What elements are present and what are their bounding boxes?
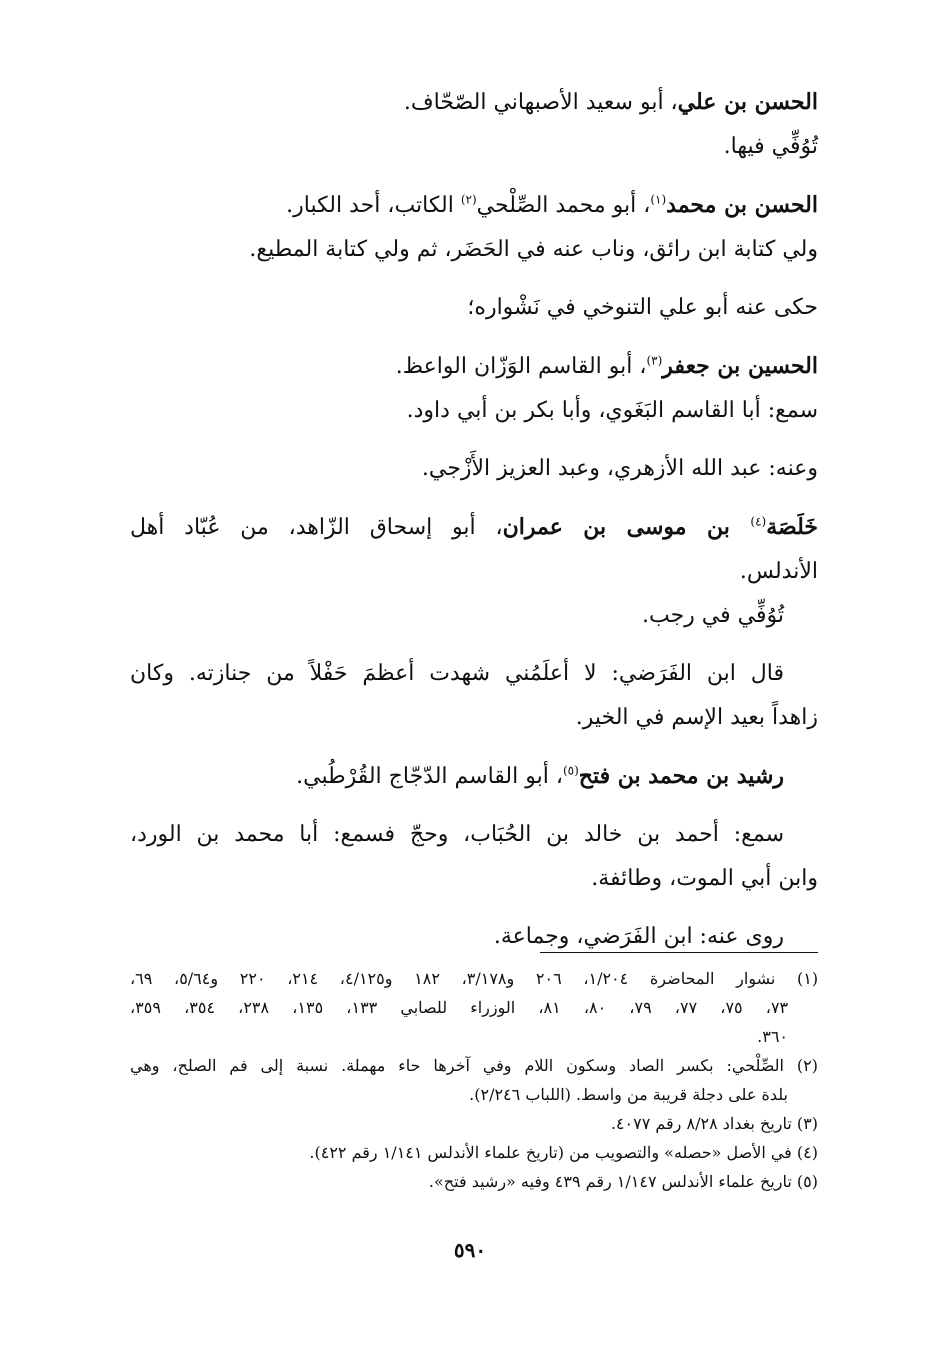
entry-description: ، أبو سعيد الأصبهاني الصّحّاف. [403, 90, 678, 115]
entry-rashid-heading [130, 754, 818, 799]
footnote-marker-5: (٥) [562, 763, 579, 778]
entry-text-line: وابن أبي الموت، وطائفة. [591, 866, 818, 891]
entry-hasan-ibn-ali-heading [130, 80, 818, 125]
main-text [130, 80, 818, 959]
footnote-marker-4: (٤) [750, 514, 767, 529]
entry-hasan-ibn-muhammad-heading [130, 183, 818, 228]
entry-name: الحسن بن محمد [666, 192, 818, 218]
entry-name: الحسين بن جعفر [662, 353, 818, 379]
entry-text-line: تُوُفِّي في رجب. [641, 603, 784, 628]
entry-name: رشيد بن محمد بن فتح [578, 763, 784, 789]
entry-text-line: سمع: أحمد بن خالد بن الحُبَاب، وحجّ فسمع: أبا محمد بن الورد، [130, 822, 784, 847]
footnote-1-continued: ٣٦٠. [757, 1027, 788, 1046]
entry-text-line: ولي كتابة ابن رائق، وناب عنه في الحَضَر، ثم ولي كتابة المطيع. [249, 237, 818, 262]
footnote-marker-1: (١) [650, 192, 667, 207]
footnote-5: (٥) تاريخ علماء الأندلس ١/١٤٧ رقم ٤٣٩ وفيه «رشيد فتح». [428, 1172, 818, 1191]
footnote-marker-3: (٣) [646, 353, 663, 368]
entry-text-line: قال ابن الفَرَضي: لا أعلَمُني شهدت أعظمَ حَفْلاً من جنازته. وكان [130, 661, 784, 686]
entry-husayn-ibn-jafar-heading [130, 344, 818, 389]
page-number: ٥٩٠ [453, 1238, 487, 1262]
footnote-3: (٣) تاريخ بغداد ٨/٢٨ رقم ٤٠٧٧. [610, 1114, 818, 1133]
entry-khalasa-heading [130, 505, 818, 550]
entry-description: الكاتب، أحد الكبار. [286, 193, 461, 218]
entry-description: ، أبو إسحاق الزّاهد، من عُبّاد أهل [130, 515, 503, 540]
footnote-1-continued: ٧٣، ٧٥، ٧٧، ٧٩، ٨٠، ٨١، الوزراء للصابي ١٣٣، ١٣٥، ٢٣٨، ٣٥٤، ٣٥٩، [130, 998, 789, 1017]
entry-description: ، أبو القاسم الدّجّاج القُرْطُبي. [296, 764, 563, 789]
entry-name: خَلَصَة [766, 514, 818, 540]
entry-text-line: حكى عنه أبو علي التنوخي في نَشْواره؛ [467, 295, 818, 320]
entry-name: الحسن بن علي [677, 89, 818, 115]
entry-text-line: الأندلس. [739, 559, 818, 584]
entry-text-line: وعنه: عبد الله الأزهري، وعبد العزيز الأَزْجي. [421, 456, 818, 481]
footnote-4: (٤) في الأصل «حصله» والتصويب من (تاريخ علماء الأندلس ١/١٤١ رقم ٤٢٢). [309, 1143, 818, 1162]
entry-description: ، أبو محمد الصِّلْحي [476, 193, 651, 218]
footnote-2-continued: بلدة على دجلة قريبة من واسط. (اللباب ٢/٢٤٦). [469, 1085, 788, 1104]
footnote-marker-2: (٢) [460, 192, 477, 207]
entry-text-line: زاهداً بعيد الإسم في الخير. [575, 705, 818, 730]
footnotes [130, 964, 818, 1196]
footnote-1: (١) نشوار المحاضرة ١/٢٠٤، ٢٠٦ و٣/١٧٨، ١٨٢ و٤/١٢٥، ٢١٤، ٢٢٠ و٥/٦٤، ٦٩، [130, 969, 819, 988]
entry-text-line: روى عنه: ابن الفَرَضي، وجماعة. [493, 924, 784, 949]
entry-text-line: تُوُفِّي فيها. [723, 134, 818, 159]
entry-text-line: سمع: أبا القاسم البَغَوي، وأبا بكر بن أبي داود. [406, 398, 818, 423]
entry-description: ، أبو القاسم الوَزّان الواعظ. [395, 354, 647, 379]
footnote-2: (٢) الصِّلْحي: بكسر الصاد وسكون اللام وفي آخرها حاء مهملة. نسبة إلى فم الصلح، وهي [130, 1056, 818, 1075]
footnote-separator [540, 952, 818, 953]
entry-name: بن موسى بن عمران [502, 514, 751, 540]
